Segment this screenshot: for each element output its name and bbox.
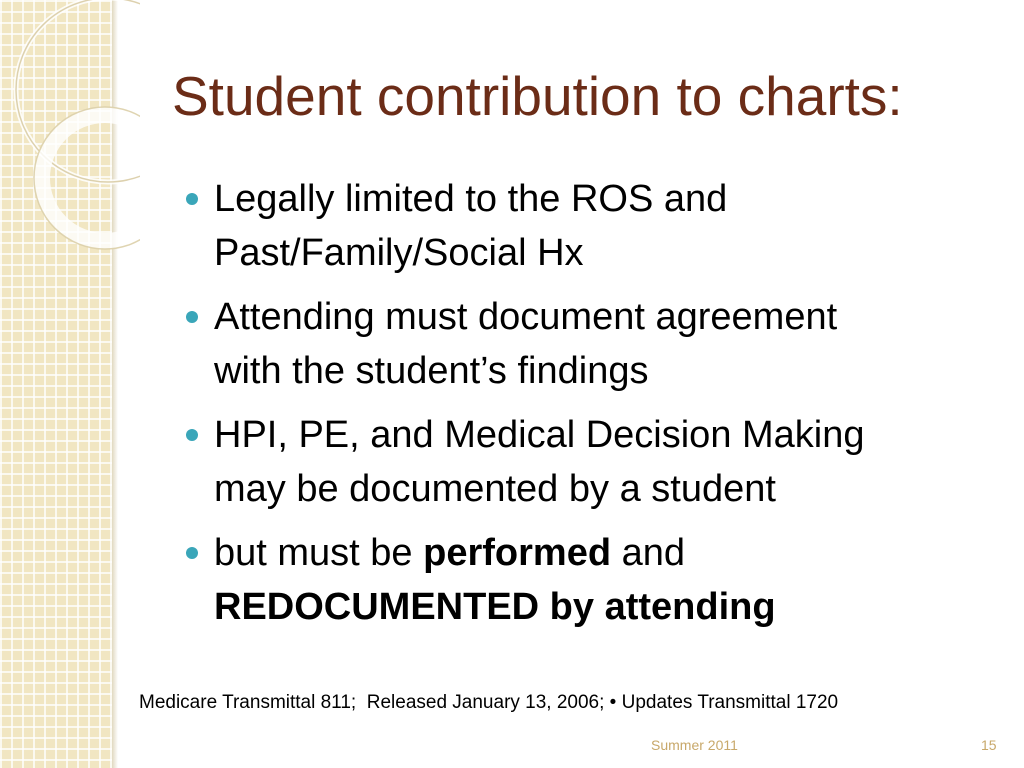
bullet-item [186,526,1006,634]
bullet-dot-icon [186,311,198,323]
bullet-item [186,408,1006,516]
slide-title: Student contribution to charts: [172,65,903,127]
bullet-item [186,290,1006,398]
bullet-text-line: HPI, PE, and Medical Decision Making [214,414,865,456]
bullet-text-line: with the student’s findings [214,350,649,392]
bullet-text-line: Attending must document agreement [214,296,838,338]
bullet-dot-icon [186,547,198,559]
bullet-text-run: and [611,532,686,574]
source-footnote: Medicare Transmittal 811; Released January 13, 2006; • Updates Transmittal 1720 [139,692,839,713]
bullet-dot-icon [186,429,198,441]
bullet-text-line: Legally limited to the ROS and [214,178,728,220]
slide-number: 15 [981,737,997,753]
bullet-text-line: Past/Family/Social Hx [214,232,584,274]
footer-date: Summer 2011 [651,737,738,753]
bullet-bold-text: REDOCUMENTED by attending [214,586,776,628]
bullet-bold-text: performed [423,532,612,574]
bullet-dot-icon [186,193,198,205]
bullet-item [186,172,1006,280]
bullet-list [186,172,1006,644]
bullet-text-line: may be documented by a student [214,468,776,510]
bullet-text-run: but must be [214,532,424,574]
decorative-rings [0,0,140,260]
